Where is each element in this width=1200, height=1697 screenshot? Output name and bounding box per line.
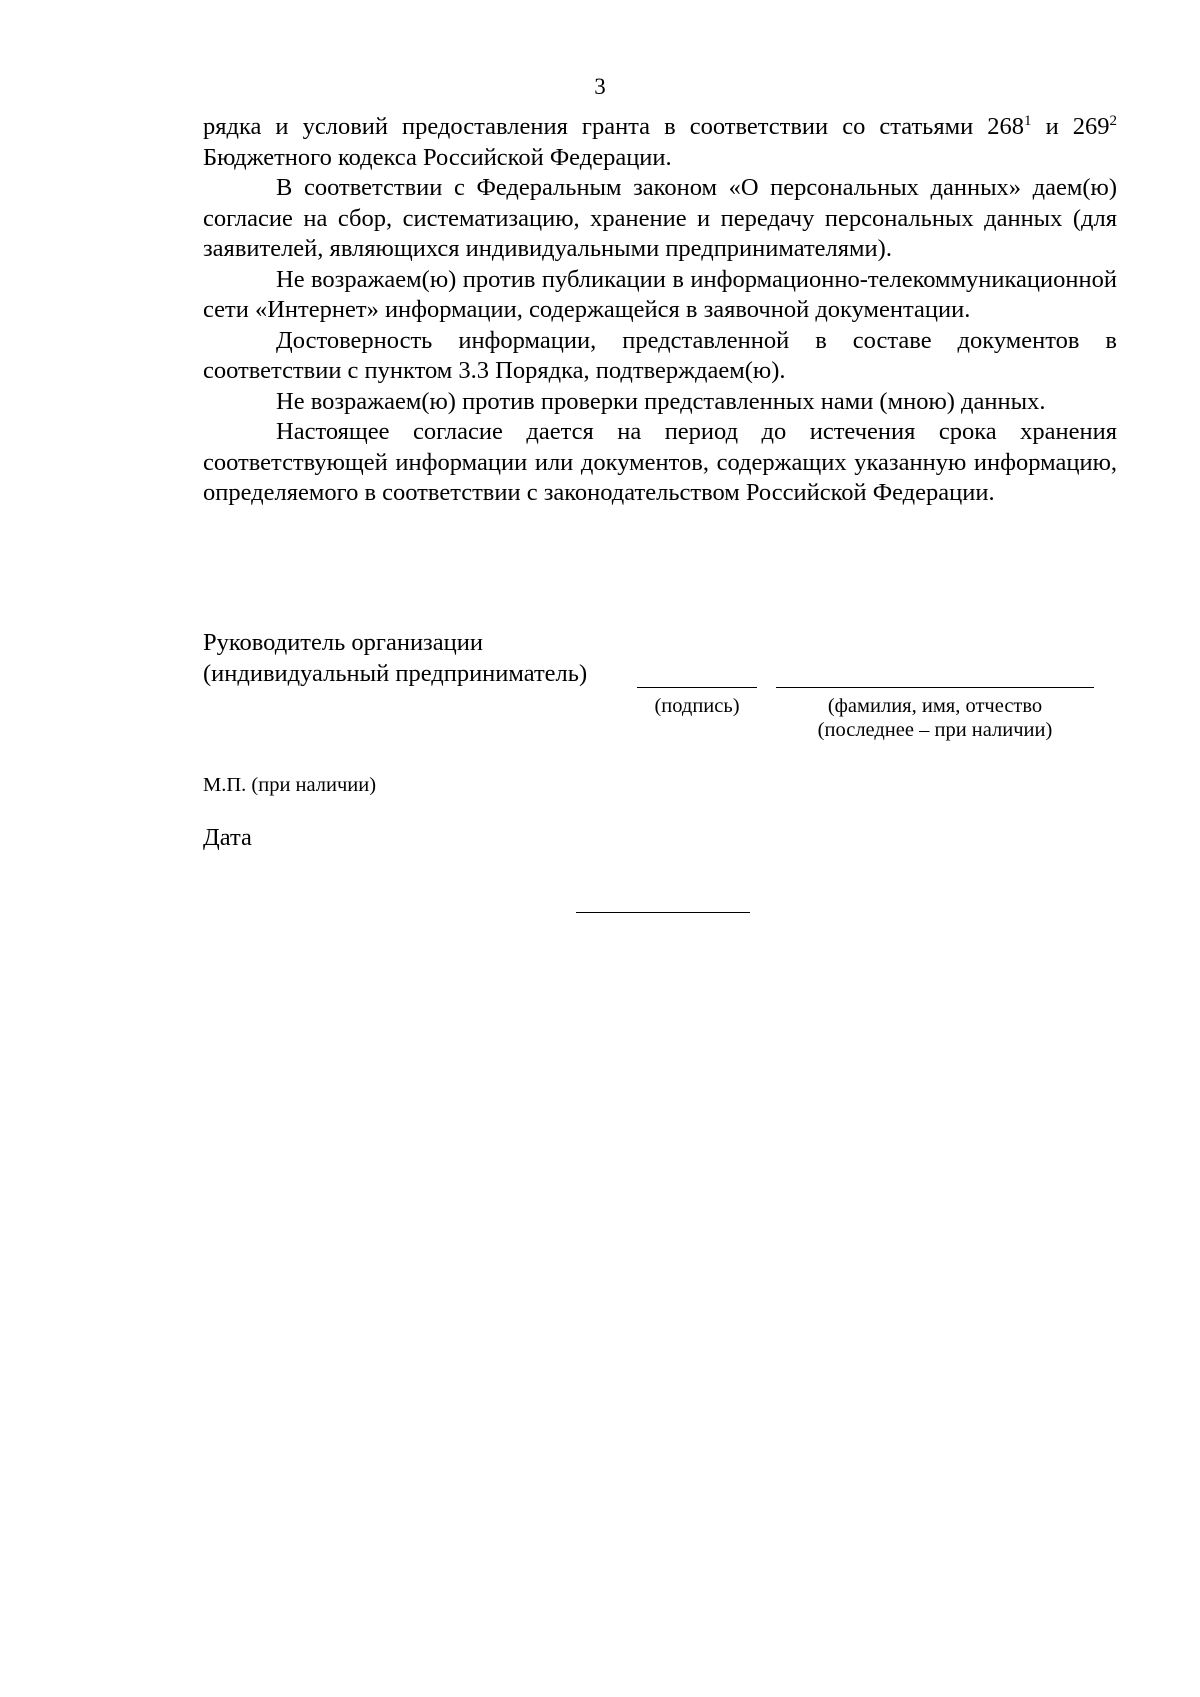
full-name-caption-line2: (последнее – при наличии) <box>817 719 1053 741</box>
paragraph-text: Бюджетного кодекса Российской Федерации. <box>203 143 672 171</box>
paragraph-consent-period: Настоящее согласие дается на период до истечения срока хранения соответствующей информации или документов, содержащих указанную информацию, определяемого в соответствии с законодательством Российской Федерации. <box>203 418 1117 506</box>
page-number: 3 <box>594 74 606 99</box>
superscript: 1 <box>1024 113 1032 129</box>
paragraph-text: рядка и условий предоставления гранта в соответствии со статьями 268 <box>203 113 1025 140</box>
paragraph-publication-consent: Не возражаем(ю) против публикации в информационно-телекоммуникационной сети «Интернет» информации, содержащейся в заявочной документации. <box>203 265 1117 323</box>
signature-caption: (подпись) <box>654 695 740 717</box>
end-separator-line <box>576 912 750 913</box>
paragraph-accuracy-confirmation: Достоверность информации, представленной в составе документов в соответствии с пунктом 3.3 Порядка, подтверждаем(ю). <box>203 326 1117 384</box>
signatory-title-line1: Руководитель организации <box>203 629 483 656</box>
stamp-label: М.П. (при наличии) <box>203 774 377 796</box>
date-label: Дата <box>203 824 252 851</box>
full-name-line <box>776 687 1094 688</box>
paragraph-verification-consent: Не возражаем(ю) против проверки представленных нами (мною) данных. <box>276 387 1046 415</box>
signature-line <box>637 687 757 688</box>
paragraph-grant-conditions <box>203 112 1117 173</box>
document-body <box>203 112 1117 509</box>
signatory-title-line2: (индивидуальный предприниматель) <box>203 660 588 687</box>
paragraph-personal-data-consent: В соответствии с Федеральным законом «О персональных данных» даем(ю) согласие на сбор, систематизацию, хранение и передачу персональных данных (для заявителей, являющихся индивидуальными предпринимателями). <box>203 174 1117 262</box>
superscript: 2 <box>1109 113 1117 129</box>
paragraph-text: и 269 <box>1031 113 1110 140</box>
full-name-caption-line1: (фамилия, имя, отчество <box>827 695 1043 717</box>
